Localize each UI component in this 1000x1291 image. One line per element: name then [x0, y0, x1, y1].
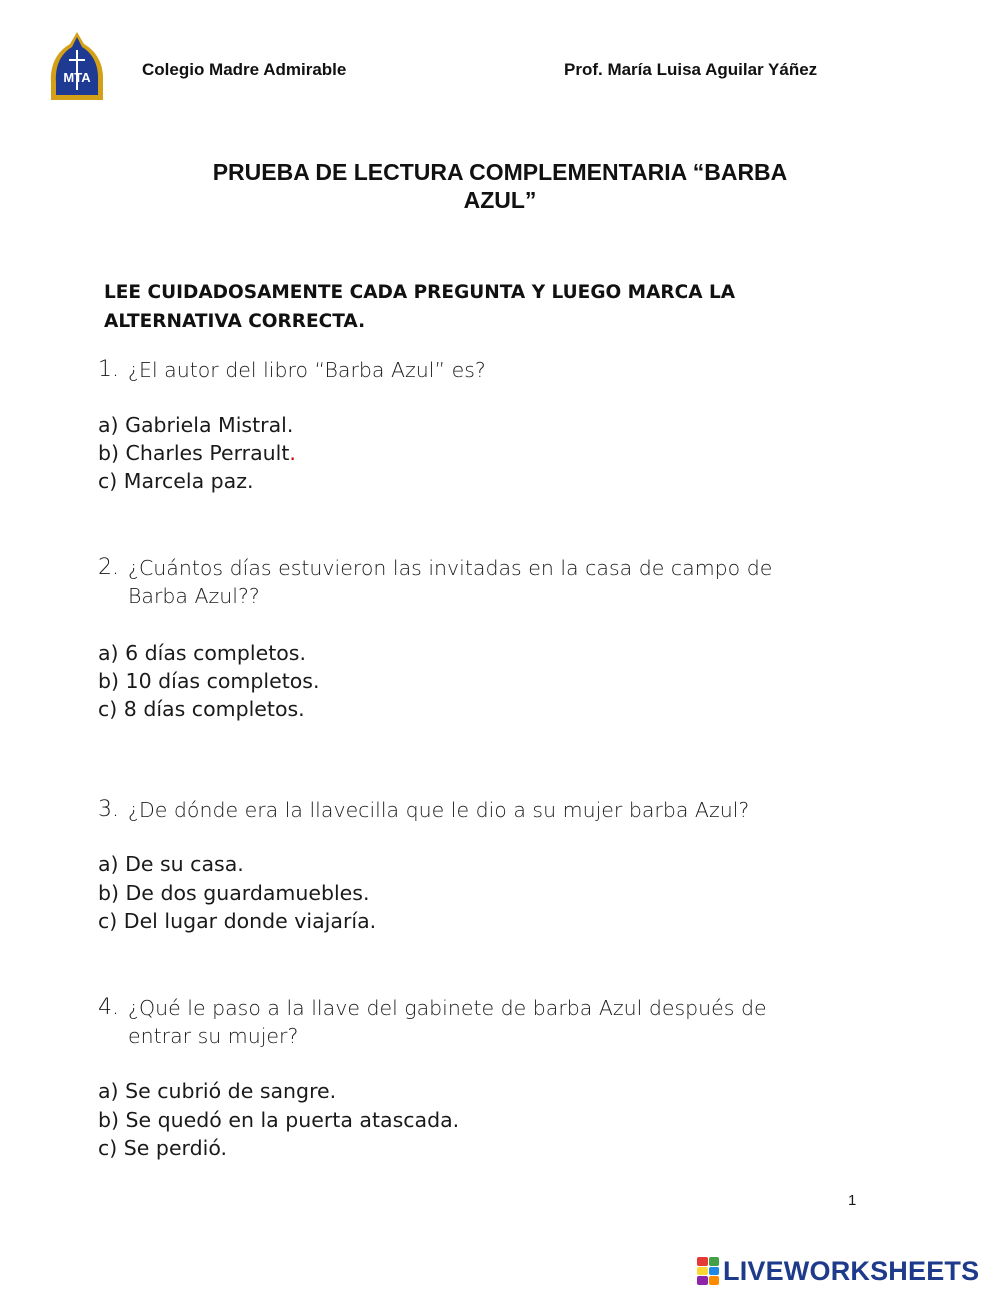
page-title — [150, 158, 850, 214]
professor-name: Prof. María Luisa Aguilar Yáñez — [564, 60, 818, 79]
red-dot: . — [289, 441, 296, 465]
question-text-line-2: entrar su mujer? — [128, 1024, 299, 1048]
question-3-option-c[interactable]: c) Del lugar donde viajaría. — [98, 909, 377, 933]
question-text: ¿De dónde era la llavecilla que le dio a su mujer barba Azul? — [128, 798, 750, 822]
question-2-option-c[interactable]: c) 8 días completos. — [98, 697, 305, 721]
question-number: 2. — [98, 555, 119, 580]
question-2-option-b[interactable]: b) 10 días completos. — [98, 669, 320, 693]
question-1-option-a[interactable]: a) Gabriela Mistral. — [98, 413, 294, 437]
question-text-line-1: ¿Qué le paso a la llave del gabinete de barba Azul después de — [128, 996, 767, 1020]
title-line-2: AZUL” — [463, 187, 537, 213]
liveworksheets-brand[interactable] — [697, 1254, 979, 1288]
question-4 — [98, 994, 858, 1050]
option-text: b) Charles Perrault — [98, 441, 290, 465]
question-1-option-b[interactable] — [98, 439, 296, 467]
logo-letters: MTA — [63, 70, 91, 85]
title-line-1: PRUEBA DE LECTURA COMPLEMENTARIA “BARBA — [212, 159, 788, 185]
instruction-line-2: ALTERNATIVA CORRECTA. — [104, 311, 366, 332]
question-1 — [98, 356, 858, 384]
brand-text: LIVEWORKSHEETS — [723, 1255, 980, 1286]
question-3 — [98, 796, 858, 824]
school-name: Colegio Madre Admirable — [142, 60, 347, 79]
question-text-line-2: Barba Azul?? — [128, 584, 260, 608]
question-4-option-a[interactable]: a) Se cubrió de sangre. — [98, 1079, 337, 1103]
question-4-option-c[interactable]: c) Se perdió. — [98, 1136, 228, 1160]
question-number: 1. — [98, 357, 119, 382]
question-2 — [98, 554, 858, 610]
liveworksheets-logo-icon — [697, 1257, 719, 1285]
question-text-line-1: ¿Cuántos días estuvieron las invitadas en la casa de campo de — [128, 556, 773, 580]
question-number: 3. — [98, 797, 119, 822]
question-2-option-a[interactable]: a) 6 días completos. — [98, 641, 306, 665]
question-1-option-c[interactable]: c) Marcela paz. — [98, 469, 254, 493]
school-logo — [48, 30, 106, 102]
question-4-option-b[interactable]: b) Se quedó en la puerta atascada. — [98, 1108, 460, 1132]
question-3-option-b[interactable]: b) De dos guardamuebles. — [98, 881, 370, 905]
instructions — [104, 278, 824, 336]
question-3-option-a[interactable]: a) De su casa. — [98, 852, 244, 876]
instruction-line-1: LEE CUIDADOSAMENTE CADA PREGUNTA Y LUEGO MARCA LA — [104, 282, 736, 303]
question-number: 4. — [98, 995, 119, 1020]
question-text: ¿El autor del libro “Barba Azul” es? — [128, 358, 486, 382]
page-number: 1 — [848, 1192, 857, 1209]
